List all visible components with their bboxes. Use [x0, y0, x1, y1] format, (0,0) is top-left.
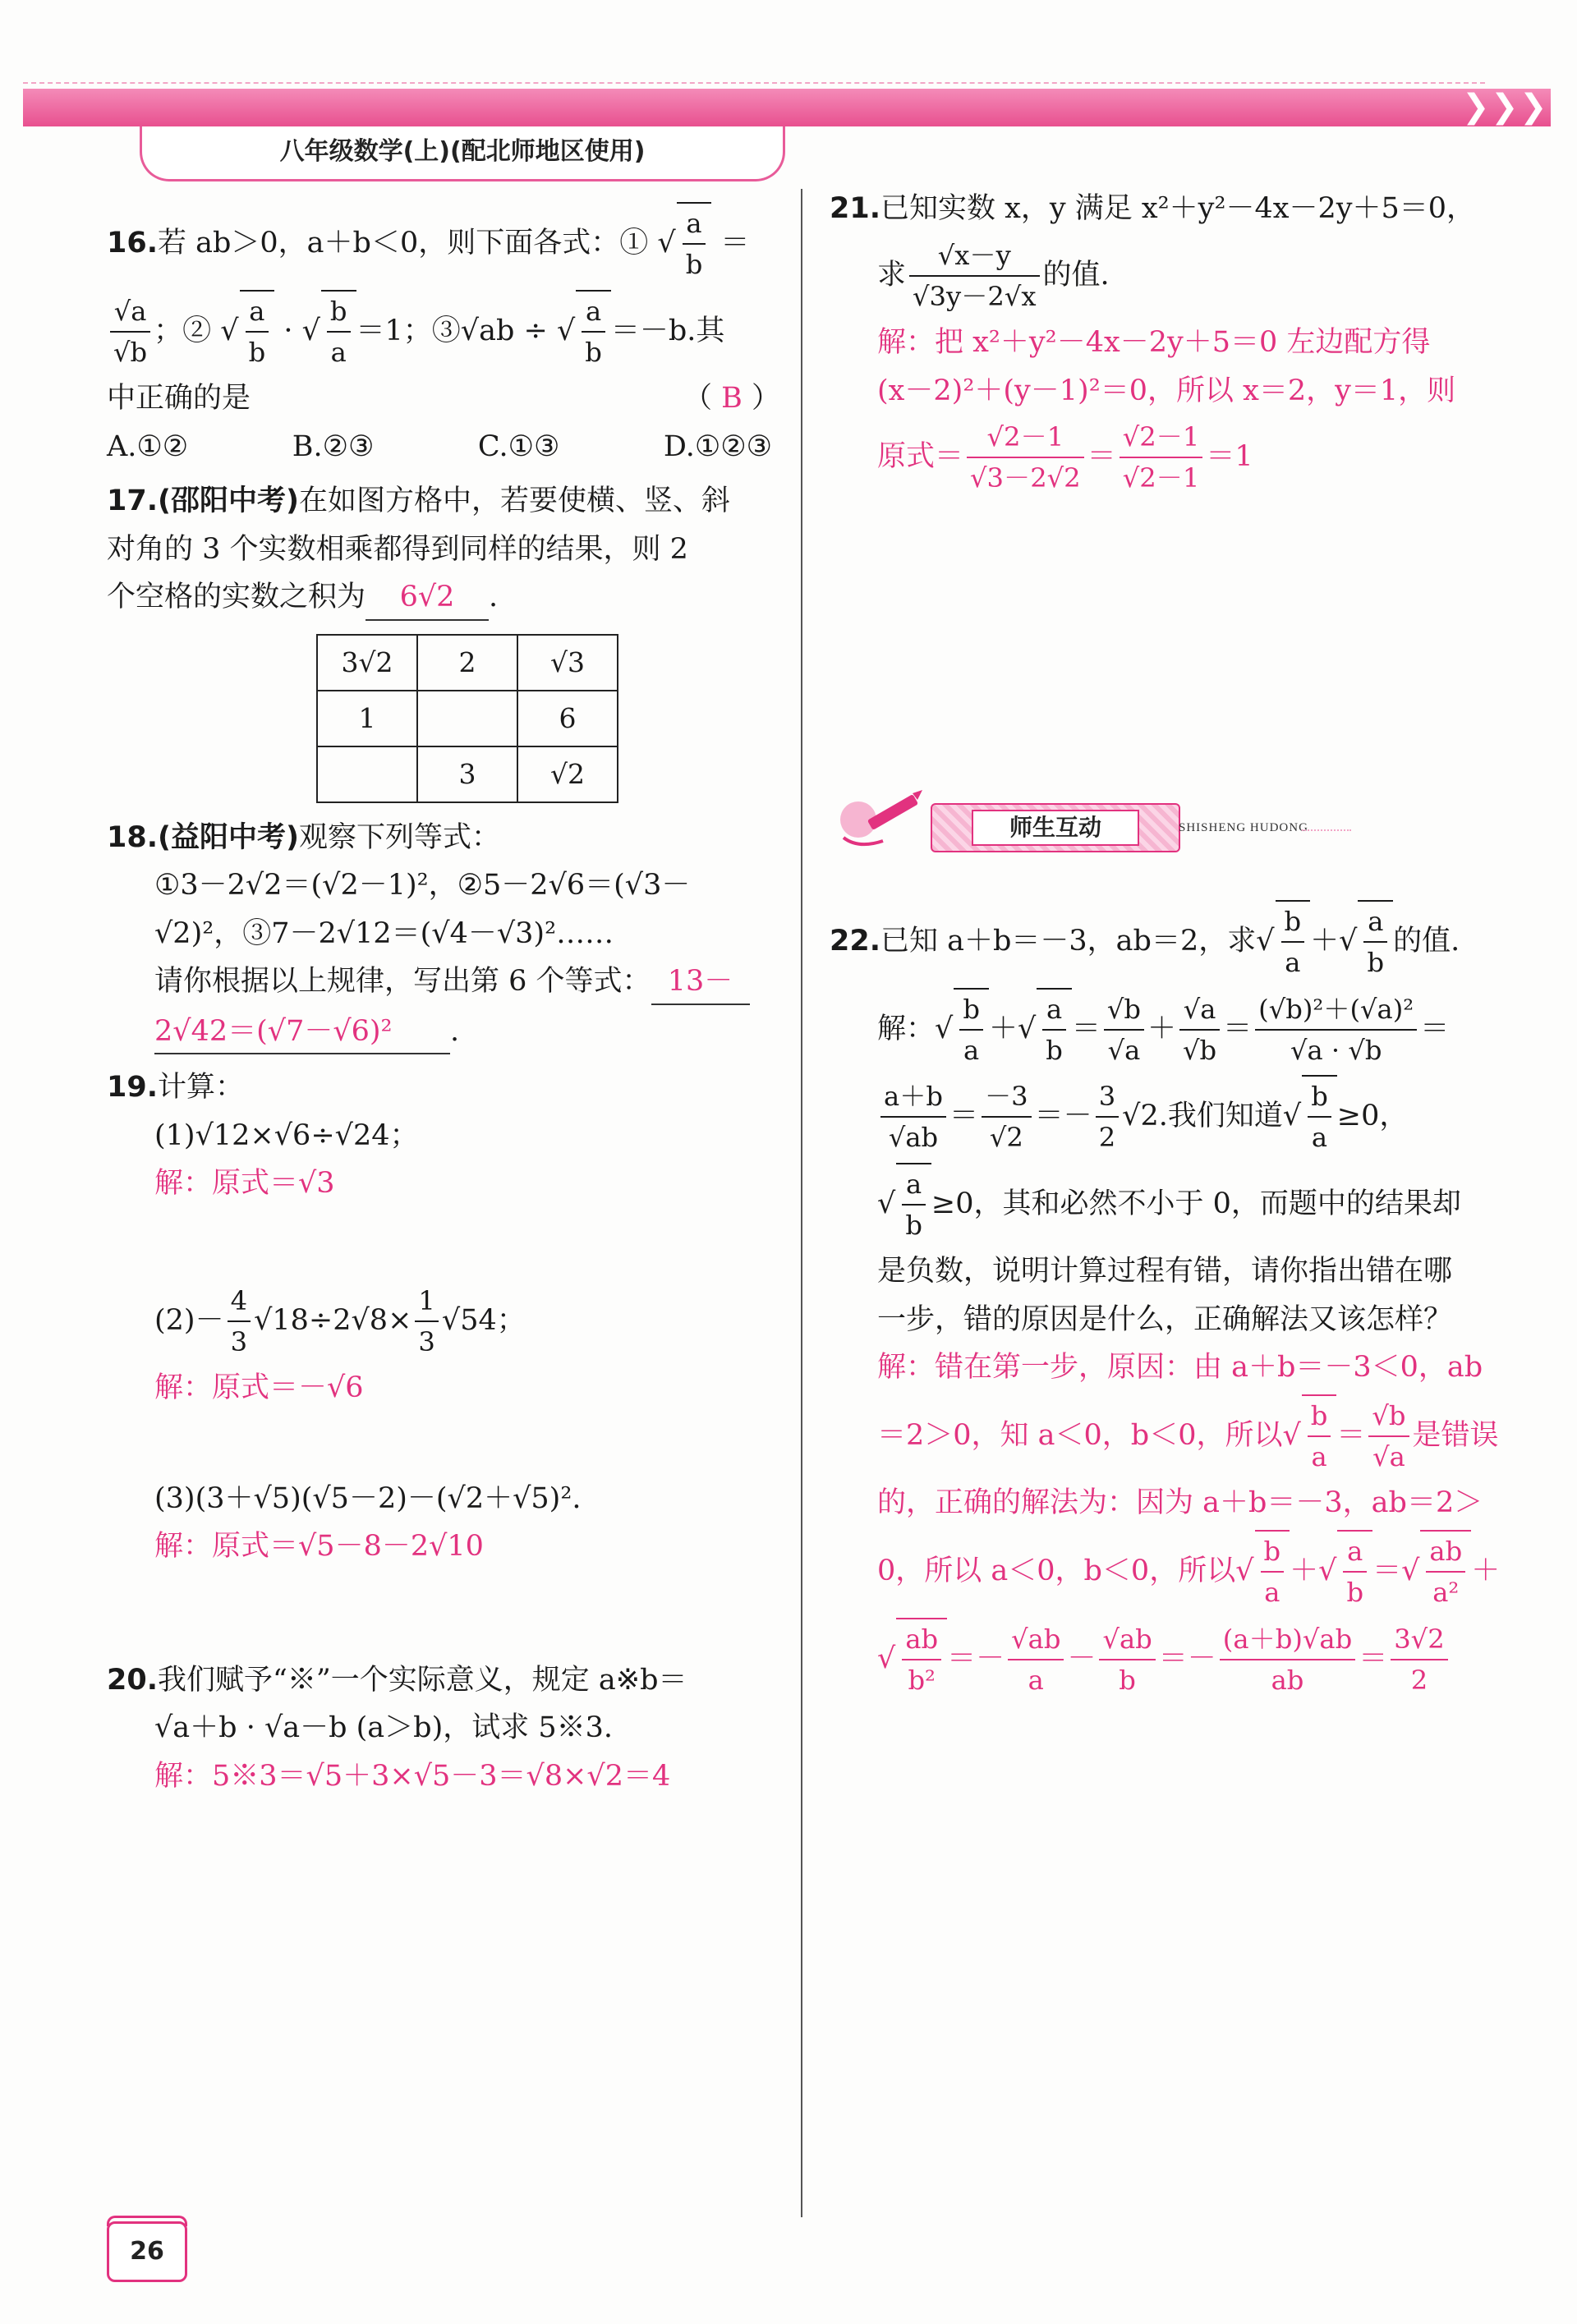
grid-cell: √3 [517, 635, 618, 691]
question-16: 16.若 ab＞0，a＋b＜0，则下面各式：① √ $\frac{a}{b}$ ＝ $\frac{√a}{√b}$ ；② √ $\frac{a}{b}$ · √ $\frac{b}{a}$ ＝1；③√ab ÷ √ $\frac{a}{b}$ ＝－b.其 中正确的是 （ B ） A.①② B.②③ C.①③ D.①②③ [107, 202, 780, 468]
question-text: ＝－ [1034, 1099, 1092, 1132]
fraction-denominator: √2－1 [1122, 462, 1200, 494]
question-number: 17. [107, 485, 159, 518]
right-column-lower [830, 895, 1503, 1711]
question-text: 一步，错的原因是什么，正确解法又该怎样？ [877, 1302, 1453, 1336]
question-text: ≥0， [1336, 1099, 1409, 1132]
grid-cell: 3 [417, 746, 517, 802]
choice-d: D.①②③ [663, 429, 772, 463]
choice-b: B.②③ [292, 429, 375, 463]
question-text: 解： [877, 1012, 936, 1045]
solution: 是错误 [1412, 1418, 1499, 1452]
question-18: 18.(益阳中考)观察下列等式： ①3－2√2＝(√2－1)²，②5－2√6＝(√3－ √2)²，③7－2√12＝(√4－√3)²…… 请你根据以上规律，写出第 6 个等式： 13－ 2√42＝(√7－√6)² . [107, 816, 780, 1055]
question-text: 个空格的实数之积为 [107, 581, 366, 614]
right-column [830, 182, 1503, 510]
pencil-hand-icon [834, 788, 926, 854]
chevron-right-icon: ❯ [1462, 88, 1490, 126]
question-text: √2.我们知道 [1122, 1099, 1283, 1132]
question-17: 17.(邵阳中考)在如图方格中，若要使横、竖、斜 对角的 3 个实数相乘都得到同样的结果，则 2 个空格的实数之积为 6√2 . 3√2 2 √3 1 6 3 √2 [107, 480, 780, 803]
solution: 解：原式＝√3 [154, 1167, 335, 1201]
question-text: 是负数，说明计算过程有错，请你指出错在哪 [877, 1255, 1453, 1288]
grid-cell: √2 [517, 746, 618, 802]
question-text: ＝ [1420, 1012, 1450, 1045]
question-number: 19. [107, 1071, 159, 1105]
fraction-numerator: √2－1 [967, 417, 1084, 458]
sub-problem: √18÷2√8× [254, 1303, 412, 1337]
answer-blank: 6√2 [366, 576, 489, 621]
grid-cell: 1 [317, 691, 417, 746]
fraction-denominator: √3－2√2 [970, 462, 1081, 494]
question-text: 已知 a＋b＝－3，ab＝2，求 [880, 924, 1257, 958]
page-number: 26 [107, 2221, 187, 2282]
question-source: (邵阳中考) [158, 485, 300, 518]
question-20 [107, 1659, 780, 1798]
grid-cell: 3√2 [317, 635, 417, 691]
solution: 解：原式＝√5－8－2√10 [154, 1530, 484, 1564]
solution: 解：原式＝－√6 [154, 1371, 364, 1405]
solution: 的，正确的解法为：因为 a＋b＝－3，ab＝2＞ [877, 1486, 1483, 1520]
answer-blank: 13－ [651, 960, 750, 1005]
question-19: 19.计算： (1)√12×√6÷√24； 解：原式＝√3 (2)－ $\frac{4}{3}$ √18÷2√8× $\frac{1}{3}$ √54； 解：原式＝－√6 (3)(3＋√5)(√5－2)－(√2＋√5)². 解：原式＝√5－8－2√10 [107, 1066, 780, 1568]
question-text: ≥0，其和必然不小于 0，而题中的结果却 [931, 1187, 1461, 1220]
equation-line: √2)²，③7－2√12＝(√4－√3)²…… [154, 916, 614, 950]
question-text: 已知实数 x，y 满足 x²＋y²－4x－2y＋5＝0， [880, 192, 1476, 225]
solution: ＝ [1359, 1642, 1388, 1675]
question-source: (益阳中考) [158, 820, 300, 854]
chevron-right-icon: ❯ [1491, 88, 1519, 126]
question-text: 请你根据以上规律，写出第 6 个等式： [154, 965, 651, 999]
fraction-denominator: √3y－2√x [913, 280, 1037, 312]
question-text: 中正确的是 [107, 382, 251, 416]
sub-problem: (3)(3＋√5)(√5－2)－(√2＋√5)². [154, 1481, 582, 1515]
question-number: 16. [107, 226, 159, 259]
sub-problem: (1)√12×√6÷√24； [154, 1118, 419, 1152]
header-banner [23, 89, 1551, 126]
answer-blank: 2√42＝(√7－√6)² [154, 1010, 450, 1055]
question-text: ＝－b.其 [610, 314, 725, 347]
section-title-box [931, 803, 1180, 852]
question-text: 观察下列等式： [299, 820, 501, 854]
question-number: 22. [830, 924, 881, 958]
sub-problem: (2)－ [154, 1303, 224, 1337]
question-text: 的值. [1393, 924, 1460, 958]
grid-cell: 2 [417, 635, 517, 691]
choice-a: A.①② [107, 429, 189, 463]
fraction-numerator: √2－1 [1120, 417, 1203, 458]
section-pinyin: SHISHENG HUDONG [1179, 821, 1308, 834]
section-dotted-line [1302, 829, 1351, 831]
question-text: 对角的 3 个实数相乘都得到同样的结果，则 2 [107, 532, 688, 566]
header-dashed-line [23, 82, 1485, 84]
solution: 解：把 x²＋y²－4x－2y＋5＝0 左边配方得 [877, 326, 1431, 360]
grid-cell: 6 [517, 691, 618, 746]
question-21: 21.已知实数 x，y 满足 x²＋y²－4x－2y＋5＝0， 求 $\frac{√x-y}{√3y-2√x}$ 的值. 解：把 x²＋y²－4x－2y＋5＝0 左边配方得 (x－2)²＋(y－1)²＝0，所以 x＝2，y＝1，则 原式＝ $\frac{√2-1}{√3-2√2}$ ＝ $\frac{√2-1}{√2-1}$ ＝1 [830, 187, 1503, 498]
question-text: 的值. [1042, 258, 1110, 292]
number-grid [316, 634, 618, 803]
question-number: 18. [107, 820, 159, 854]
section-header [834, 788, 1503, 854]
column-divider [801, 189, 802, 2217]
question-22: 22.已知 a＋b＝－3，ab＝2，求√ $\frac{b}{a}$ ＋√ $\frac{a}{b}$ 的值. 解：√ $\frac{b}{a}$ ＋√ $\frac{a}{b}$ ＝ $\frac{√b}{√a}$ ＋ $\frac{√a}{√b}$ ＝ $\frac{\text{(√b)²＋(√a)²}}{√a \cdot √b}$ ＝ $\frac{a+b}{√ab}$ ＝ $\frac{-3}{√2}$ ＝－ $\frac{3}{2}$ √2.我们知道√ $\frac{b}{a}$ ≥0， √ $\frac{a}{b}$ ≥0，其和必然不小于 0，而题中的结果却 是负数，说明计算过程有错，请你指出错在哪 一步，错的原因是什么，正确解法又该怎样？ 解：错在第一步，原因：由 a＋b＝－3＜0，ab ＝2＞0，知 a＜0，b＜0，所以√ $\frac{b}{a}$ ＝ $\frac{√b}{√a}$ 是错误 的，正确的解法为：因为 a＋b＝－3，ab＝2＞ 0，所以 a＜0，b＜0，所以√ $\frac{b}{a}$ ＋√ $\frac{a}{b}$ ＝√ $\frac{ab}{\text{a²}}$ ＋ √ $\frac{ab}{\text{b²}}$ ＝－ $\frac{√ab}{a}$ － $\frac{√ab}{b}$ ＝－ $\frac{(a+b)√ab}{ab}$ ＝ $\frac{3√2}{2}$ [830, 900, 1503, 1700]
solution: ＝2＞0，知 a＜0，b＜0，所以 [877, 1418, 1283, 1452]
book-title: 八年级数学(上)(配北师地区使用) [140, 126, 785, 181]
choice-c: C.①③ [477, 429, 560, 463]
solution: (x－2)²＋(y－1)²＝0，所以 x＝2，y＝1，则 [877, 374, 1456, 407]
question-text: √a＋b · √a－b (a＞b)，试求 5※3. [154, 1711, 614, 1745]
solution: 0，所以 a＜0，b＜0，所以 [877, 1554, 1236, 1587]
chevron-right-icon: ❯ [1520, 88, 1547, 126]
answer-choice: B [721, 382, 743, 416]
question-text: 若 ab＞0，a＋b＜0，则下面各式：① [158, 226, 649, 259]
grid-cell [317, 746, 417, 802]
solution: 原式＝ [877, 439, 964, 473]
question-text: ＝1；③ [356, 314, 461, 347]
question-text: 我们赋予“※”一个实际意义，规定 a※b＝ [158, 1663, 687, 1697]
question-number: 21. [830, 192, 881, 225]
section-title: 师生互动 [972, 810, 1139, 846]
question-text: ；② [154, 314, 212, 347]
solution: ＝1 [1206, 439, 1253, 473]
grid-cell [417, 691, 517, 746]
equation-line: ①3－2√2＝(√2－1)²，②5－2√6＝(√3－ [154, 869, 691, 903]
question-text: 在如图方格中，若要使横、竖、斜 [299, 485, 731, 518]
question-number: 20. [107, 1663, 159, 1697]
left-column [107, 197, 780, 1809]
solution: 解：错在第一步，原因：由 a＋b＝－3＜0，ab [877, 1351, 1483, 1385]
question-text: 求 [877, 258, 907, 292]
sub-problem: √54； [441, 1303, 526, 1337]
fraction-numerator: √x－y [909, 236, 1040, 277]
question-text: 计算： [158, 1071, 245, 1105]
solution: 解：5※3＝√5＋3×√5－3＝√8×√2＝4 [154, 1759, 671, 1793]
